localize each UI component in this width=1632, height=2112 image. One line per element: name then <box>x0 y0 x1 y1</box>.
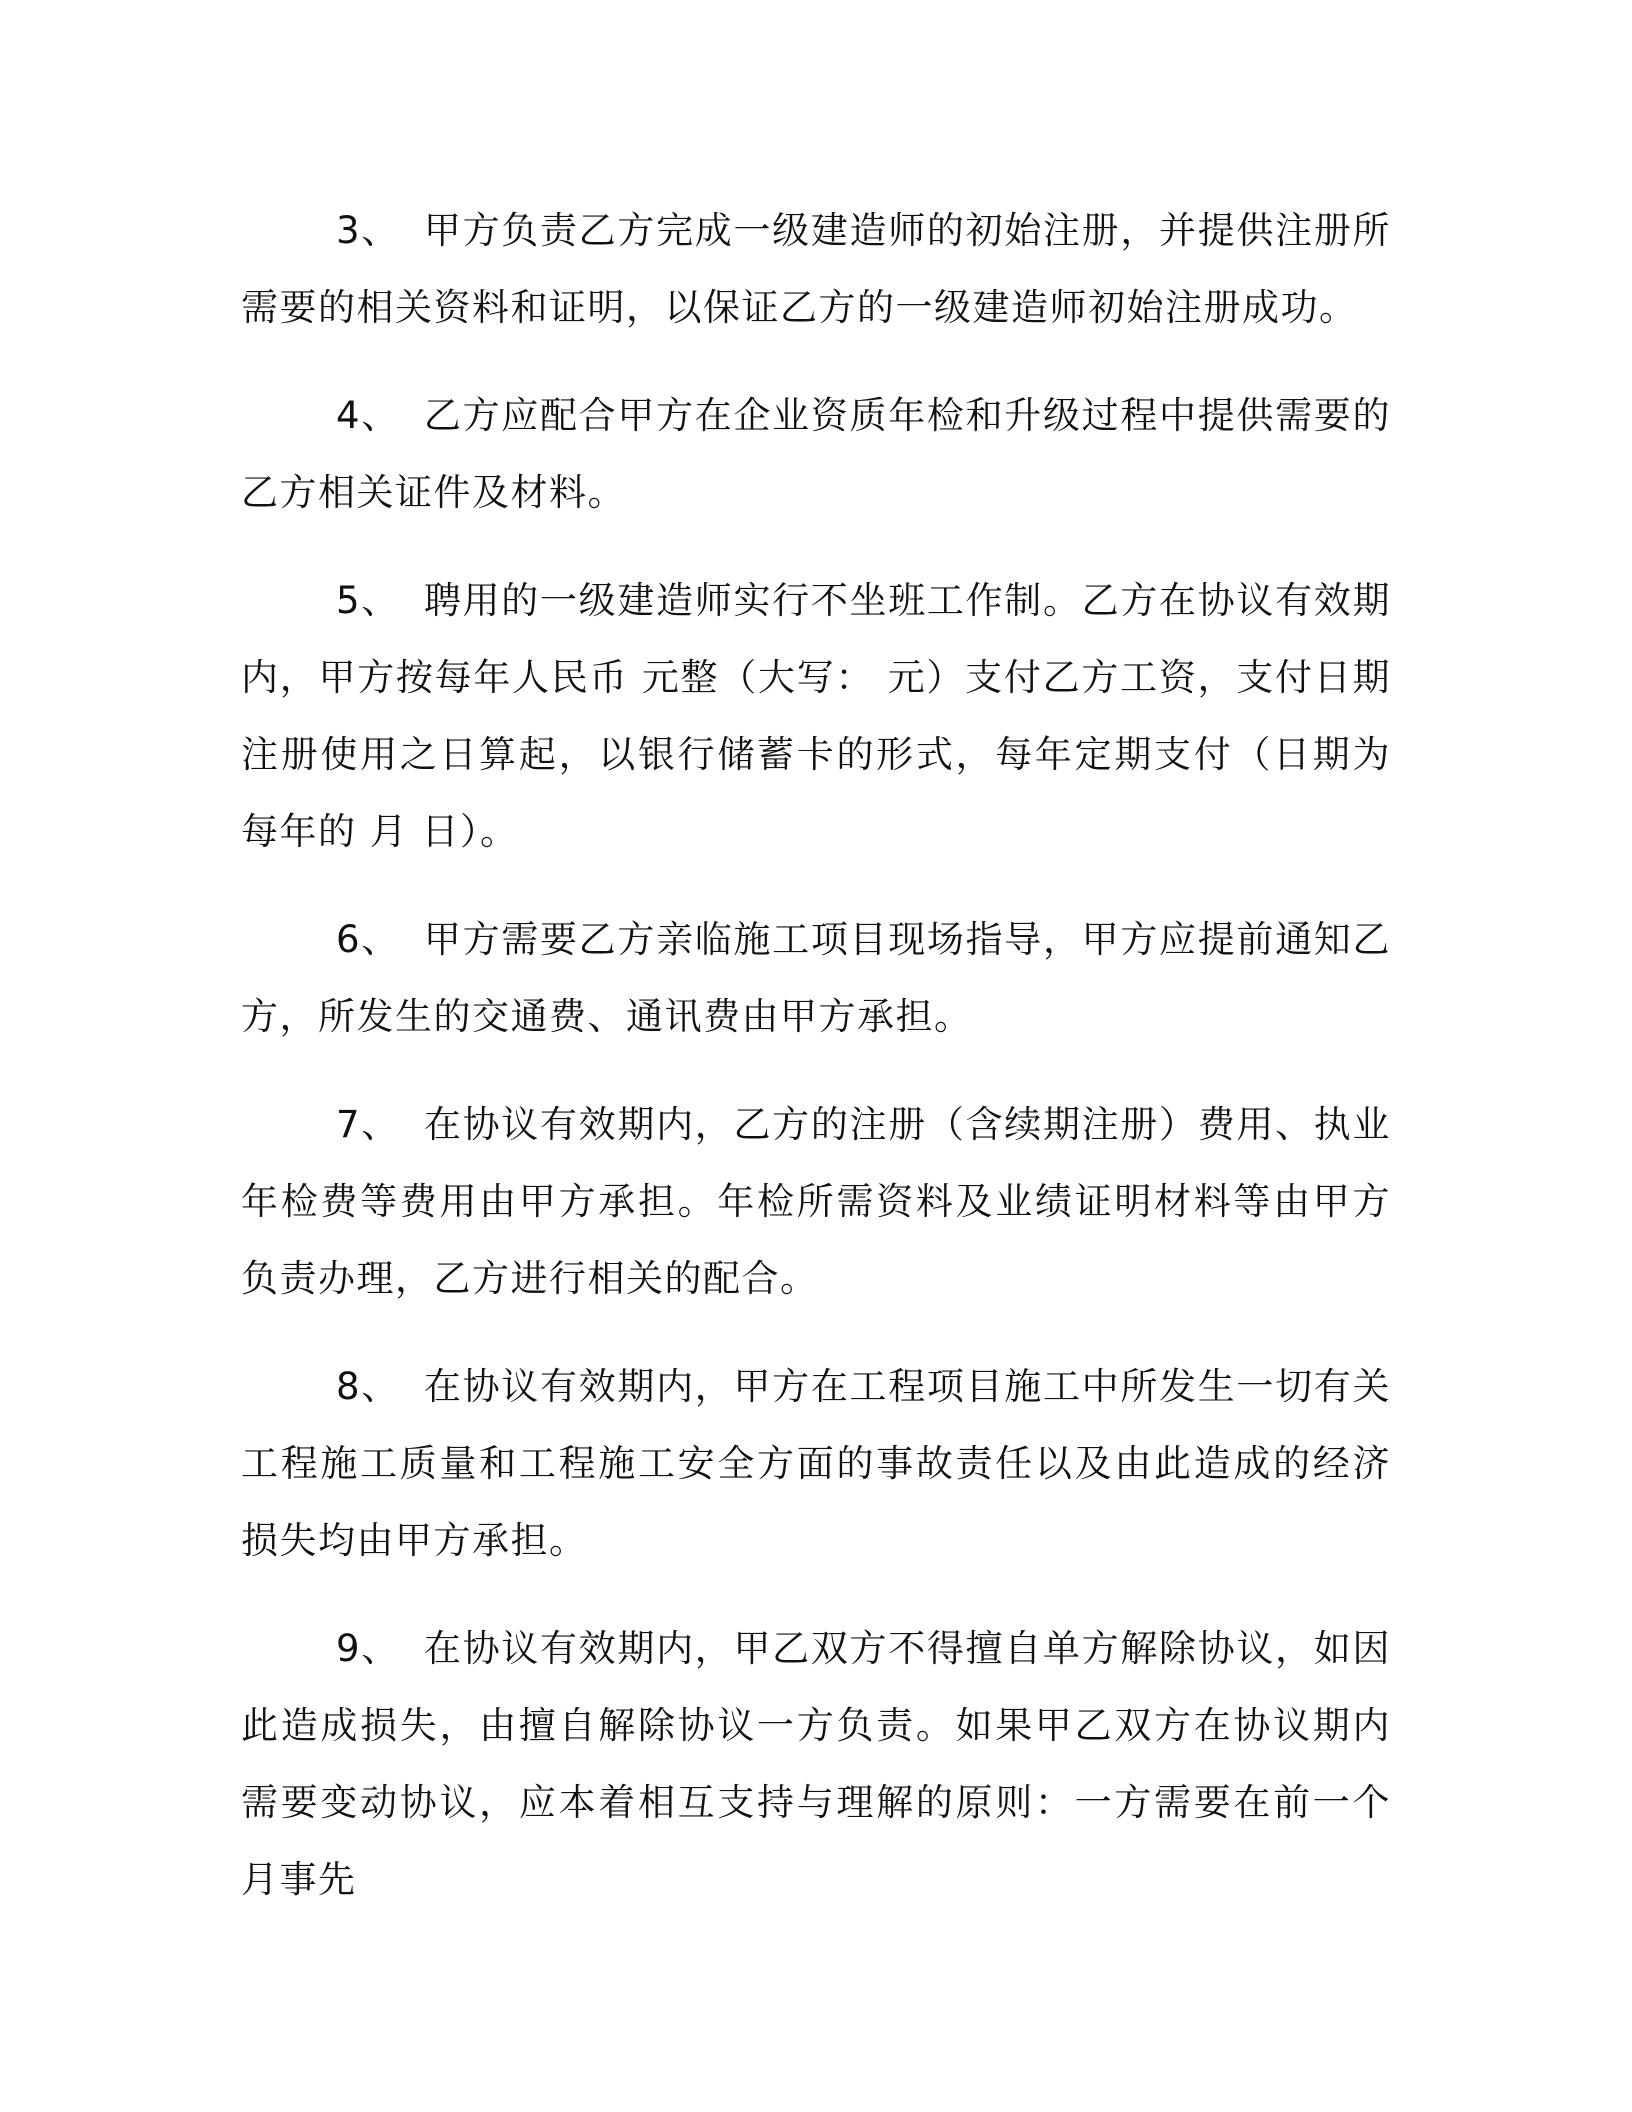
clause-number: 3、 <box>336 209 400 252</box>
clause-3 <box>241 192 1391 346</box>
clause-text: 在协议有效期内，甲乙双方不得擅自单方解除协议，如因此造成损失，由擅自解除协议一方负责。如果甲乙双方在协议期内需要变动协议，应本着相互支持与理解的原则：一方需要在前一个月事先 <box>241 1627 1391 1901</box>
clause-text: 在协议有效期内，乙方的注册（含续期注册）费用、执业年检费等费用由甲方承担。年检所需资料及业绩证明材料等由甲方负责办理，乙方进行相关的配合。 <box>241 1103 1391 1300</box>
clause-8 <box>241 1348 1391 1579</box>
clause-9 <box>241 1610 1391 1918</box>
clause-number: 4、 <box>336 394 400 437</box>
clause-number: 9、 <box>336 1627 400 1670</box>
clause-4 <box>241 377 1391 531</box>
clause-number: 6、 <box>336 918 400 961</box>
clause-text: 甲方负责乙方完成一级建造师的初始注册，并提供注册所需要的相关资料和证明，以保证乙方的一级建造师初始注册成功。 <box>241 209 1391 329</box>
clause-6 <box>241 901 1391 1055</box>
document-body <box>241 192 1391 1949</box>
clause-text: 在协议有效期内，甲方在工程项目施工中所发生一切有关工程施工质量和工程施工安全方面的事故责任以及由此造成的经济损失均由甲方承担。 <box>241 1365 1391 1562</box>
clause-7 <box>241 1086 1391 1317</box>
clause-number: 8、 <box>336 1365 400 1408</box>
clause-number: 5、 <box>336 579 400 622</box>
clause-number: 7、 <box>336 1103 400 1146</box>
clause-5 <box>241 562 1391 870</box>
clause-text: 乙方应配合甲方在企业资质年检和升级过程中提供需要的乙方相关证件及材料。 <box>241 394 1391 514</box>
clause-text: 甲方需要乙方亲临施工项目现场指导，甲方应提前通知乙方，所发生的交通费、通讯费由甲方承担。 <box>241 918 1391 1038</box>
clause-text: 聘用的一级建造师实行不坐班工作制。乙方在协议有效期内，甲方按每年人民币 元整（大写： 元）支付乙方工资，支付日期注册使用之日算起，以银行储蓄卡的形式，每年定期支付（日期为每年的 月 日）。 <box>241 579 1391 853</box>
